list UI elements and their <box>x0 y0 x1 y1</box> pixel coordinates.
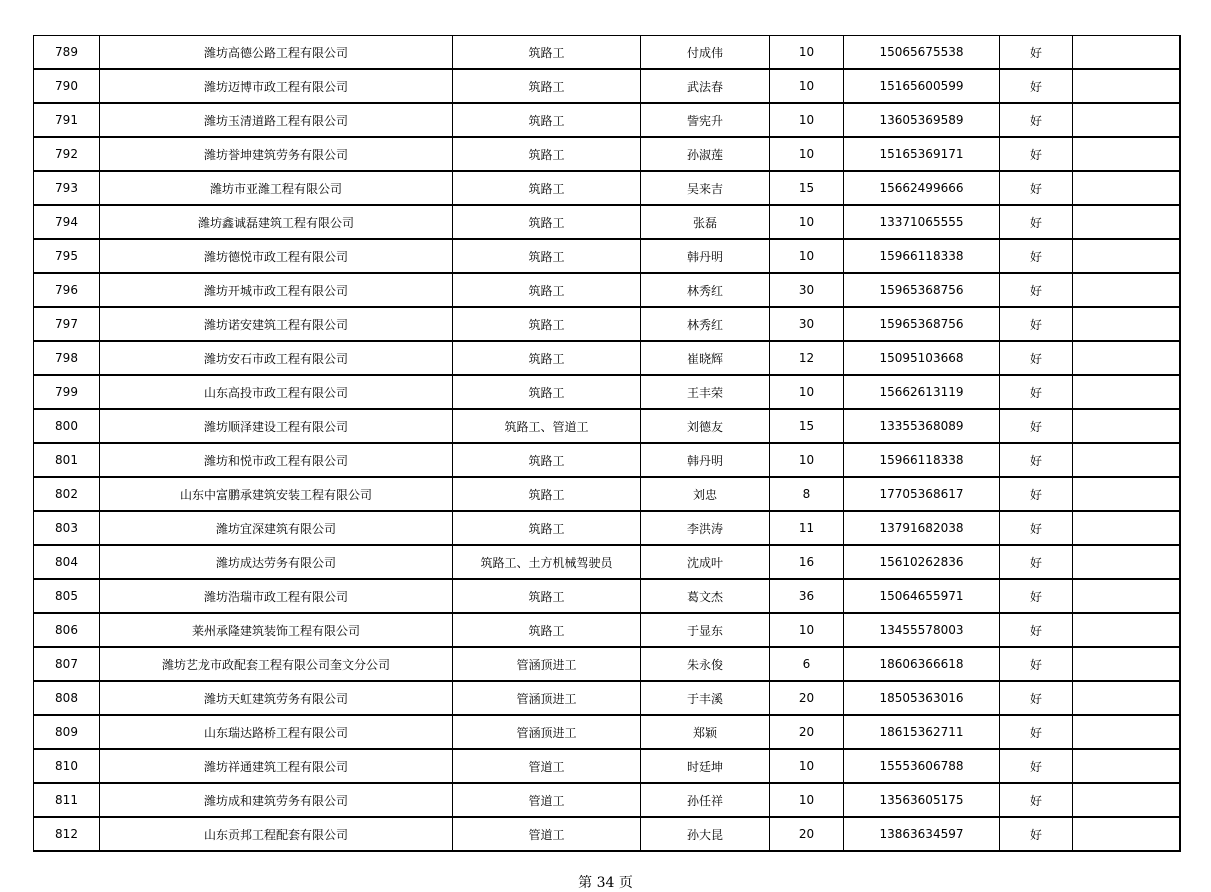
remarks-cell <box>1073 205 1180 239</box>
rating-cell: 好 <box>1000 273 1073 307</box>
company-name-cell: 山东贡邦工程配套有限公司 <box>100 817 453 851</box>
row-number-cell: 801 <box>34 443 100 477</box>
table-row <box>34 477 1180 511</box>
phone-number-cell: 15966118338 <box>844 239 1000 273</box>
row-number-cell: 808 <box>34 681 100 715</box>
table-row <box>34 579 1180 613</box>
company-name-cell: 潍坊祥通建筑工程有限公司 <box>100 749 453 783</box>
remarks-cell <box>1073 171 1180 205</box>
table-row <box>34 239 1180 273</box>
trade-type-cell: 筑路工、土方机械驾驶员 <box>453 545 641 579</box>
row-number-cell: 806 <box>34 613 100 647</box>
phone-number-cell: 18606366618 <box>844 647 1000 681</box>
worker-count-cell: 10 <box>770 783 844 817</box>
company-name-cell: 潍坊诺安建筑工程有限公司 <box>100 307 453 341</box>
contact-person-cell: 武法春 <box>641 69 770 103</box>
rating-cell: 好 <box>1000 239 1073 273</box>
worker-count-cell: 10 <box>770 36 844 70</box>
rating-cell: 好 <box>1000 36 1073 70</box>
remarks-cell <box>1073 409 1180 443</box>
rating-cell: 好 <box>1000 681 1073 715</box>
rating-cell: 好 <box>1000 205 1073 239</box>
trade-type-cell: 筑路工 <box>453 579 641 613</box>
remarks-cell <box>1073 36 1180 70</box>
trade-type-cell: 筑路工 <box>453 171 641 205</box>
worker-count-cell: 15 <box>770 409 844 443</box>
trade-type-cell: 管涵顶进工 <box>453 715 641 749</box>
worker-count-cell: 8 <box>770 477 844 511</box>
remarks-cell <box>1073 681 1180 715</box>
worker-count-cell: 16 <box>770 545 844 579</box>
phone-number-cell: 15966118338 <box>844 443 1000 477</box>
contact-person-cell: 李洪涛 <box>641 511 770 545</box>
row-number-cell: 798 <box>34 341 100 375</box>
row-number-cell: 804 <box>34 545 100 579</box>
remarks-cell <box>1073 477 1180 511</box>
phone-number-cell: 13863634597 <box>844 817 1000 851</box>
company-name-cell: 潍坊德悦市政工程有限公司 <box>100 239 453 273</box>
company-name-cell: 潍坊成达劳务有限公司 <box>100 545 453 579</box>
contact-person-cell: 孙淑莲 <box>641 137 770 171</box>
company-name-cell: 潍坊玉清道路工程有限公司 <box>100 103 453 137</box>
table-row <box>34 783 1180 817</box>
page-number: 第 34 页 <box>578 875 633 891</box>
rating-cell: 好 <box>1000 613 1073 647</box>
row-number-cell: 800 <box>34 409 100 443</box>
trade-type-cell: 筑路工、管道工 <box>453 409 641 443</box>
row-number-cell: 810 <box>34 749 100 783</box>
table-row <box>34 647 1180 681</box>
remarks-cell <box>1073 307 1180 341</box>
contact-person-cell: 吴来吉 <box>641 171 770 205</box>
company-name-cell: 潍坊天虹建筑劳务有限公司 <box>100 681 453 715</box>
remarks-cell <box>1073 511 1180 545</box>
contact-person-cell: 于显东 <box>641 613 770 647</box>
company-name-cell: 潍坊市亚潍工程有限公司 <box>100 171 453 205</box>
worker-count-cell: 20 <box>770 817 844 851</box>
worker-count-cell: 11 <box>770 511 844 545</box>
rating-cell: 好 <box>1000 375 1073 409</box>
company-name-cell: 山东瑞达路桥工程有限公司 <box>100 715 453 749</box>
company-name-cell: 潍坊浩瑞市政工程有限公司 <box>100 579 453 613</box>
phone-number-cell: 13371065555 <box>844 205 1000 239</box>
phone-number-cell: 13355368089 <box>844 409 1000 443</box>
company-name-cell: 潍坊顺泽建设工程有限公司 <box>100 409 453 443</box>
table-row <box>34 443 1180 477</box>
contact-person-cell: 訾宪升 <box>641 103 770 137</box>
table-row <box>34 205 1180 239</box>
remarks-cell <box>1073 749 1180 783</box>
rating-cell: 好 <box>1000 443 1073 477</box>
trade-type-cell: 筑路工 <box>453 205 641 239</box>
row-number-cell: 790 <box>34 69 100 103</box>
table-row <box>34 171 1180 205</box>
remarks-cell <box>1073 375 1180 409</box>
remarks-cell <box>1073 715 1180 749</box>
trade-type-cell: 筑路工 <box>453 137 641 171</box>
table-row <box>34 613 1180 647</box>
phone-number-cell: 15553606788 <box>844 749 1000 783</box>
contact-person-cell: 崔晓辉 <box>641 341 770 375</box>
rating-cell: 好 <box>1000 171 1073 205</box>
contact-person-cell: 张磊 <box>641 205 770 239</box>
rating-cell: 好 <box>1000 579 1073 613</box>
row-number-cell: 797 <box>34 307 100 341</box>
table-row <box>34 681 1180 715</box>
company-name-cell: 潍坊开城市政工程有限公司 <box>100 273 453 307</box>
trade-type-cell: 管道工 <box>453 817 641 851</box>
phone-number-cell: 13455578003 <box>844 613 1000 647</box>
table-row <box>34 375 1180 409</box>
phone-number-cell: 15965368756 <box>844 307 1000 341</box>
phone-number-cell: 15165600599 <box>844 69 1000 103</box>
row-number-cell: 803 <box>34 511 100 545</box>
remarks-cell <box>1073 817 1180 851</box>
remarks-cell <box>1073 443 1180 477</box>
contact-person-cell: 林秀红 <box>641 273 770 307</box>
phone-number-cell: 13791682038 <box>844 511 1000 545</box>
trade-type-cell: 筑路工 <box>453 273 641 307</box>
remarks-cell <box>1073 783 1180 817</box>
table-row <box>34 511 1180 545</box>
contact-person-cell: 孙任祥 <box>641 783 770 817</box>
row-number-cell: 802 <box>34 477 100 511</box>
company-name-cell: 潍坊鑫诚磊建筑工程有限公司 <box>100 205 453 239</box>
trade-type-cell: 筑路工 <box>453 477 641 511</box>
contact-person-cell: 林秀红 <box>641 307 770 341</box>
rating-cell: 好 <box>1000 749 1073 783</box>
worker-count-cell: 10 <box>770 613 844 647</box>
phone-number-cell: 15965368756 <box>844 273 1000 307</box>
trade-type-cell: 筑路工 <box>453 511 641 545</box>
worker-count-cell: 6 <box>770 647 844 681</box>
row-number-cell: 789 <box>34 36 100 70</box>
trade-type-cell: 筑路工 <box>453 443 641 477</box>
company-name-cell: 潍坊高德公路工程有限公司 <box>100 36 453 70</box>
worker-count-cell: 15 <box>770 171 844 205</box>
contact-person-cell: 沈成叶 <box>641 545 770 579</box>
rating-cell: 好 <box>1000 103 1073 137</box>
contact-person-cell: 付成伟 <box>641 36 770 70</box>
worker-count-cell: 36 <box>770 579 844 613</box>
phone-number-cell: 18505363016 <box>844 681 1000 715</box>
row-number-cell: 796 <box>34 273 100 307</box>
rating-cell: 好 <box>1000 715 1073 749</box>
row-number-cell: 809 <box>34 715 100 749</box>
company-name-cell: 山东中富鹏承建筑安装工程有限公司 <box>100 477 453 511</box>
company-name-cell: 潍坊迈博市政工程有限公司 <box>100 69 453 103</box>
phone-number-cell: 15662499666 <box>844 171 1000 205</box>
row-number-cell: 807 <box>34 647 100 681</box>
company-name-cell: 潍坊誉坤建筑劳务有限公司 <box>100 137 453 171</box>
remarks-cell <box>1073 545 1180 579</box>
phone-number-cell: 15610262836 <box>844 545 1000 579</box>
table-body <box>34 36 1180 852</box>
contact-person-cell: 时廷坤 <box>641 749 770 783</box>
phone-number-cell: 15662613119 <box>844 375 1000 409</box>
remarks-cell <box>1073 137 1180 171</box>
worker-count-cell: 30 <box>770 307 844 341</box>
row-number-cell: 805 <box>34 579 100 613</box>
company-name-cell: 莱州承隆建筑装饰工程有限公司 <box>100 613 453 647</box>
worker-count-cell: 10 <box>770 375 844 409</box>
row-number-cell: 794 <box>34 205 100 239</box>
contact-person-cell: 韩丹明 <box>641 239 770 273</box>
table-row <box>34 307 1180 341</box>
trade-type-cell: 筑路工 <box>453 613 641 647</box>
contact-person-cell: 韩丹明 <box>641 443 770 477</box>
row-number-cell: 792 <box>34 137 100 171</box>
company-name-cell: 潍坊艺龙市政配套工程有限公司奎文分公司 <box>100 647 453 681</box>
rating-cell: 好 <box>1000 341 1073 375</box>
company-name-cell: 潍坊和悦市政工程有限公司 <box>100 443 453 477</box>
phone-number-cell: 15064655971 <box>844 579 1000 613</box>
rating-cell: 好 <box>1000 817 1073 851</box>
row-number-cell: 791 <box>34 103 100 137</box>
phone-number-cell: 17705368617 <box>844 477 1000 511</box>
company-name-cell: 潍坊成和建筑劳务有限公司 <box>100 783 453 817</box>
contact-person-cell: 王丰荣 <box>641 375 770 409</box>
worker-count-cell: 30 <box>770 273 844 307</box>
trade-type-cell: 筑路工 <box>453 341 641 375</box>
table-row <box>34 341 1180 375</box>
trade-type-cell: 管道工 <box>453 749 641 783</box>
remarks-cell <box>1073 69 1180 103</box>
phone-number-cell: 15095103668 <box>844 341 1000 375</box>
rating-cell: 好 <box>1000 307 1073 341</box>
company-name-cell: 山东高投市政工程有限公司 <box>100 375 453 409</box>
trade-type-cell: 筑路工 <box>453 103 641 137</box>
table-row <box>34 273 1180 307</box>
row-number-cell: 811 <box>34 783 100 817</box>
company-name-cell: 潍坊宜深建筑有限公司 <box>100 511 453 545</box>
phone-number-cell: 13605369589 <box>844 103 1000 137</box>
row-number-cell: 799 <box>34 375 100 409</box>
worker-count-cell: 20 <box>770 681 844 715</box>
phone-number-cell: 13563605175 <box>844 783 1000 817</box>
worker-count-cell: 10 <box>770 69 844 103</box>
rating-cell: 好 <box>1000 137 1073 171</box>
trade-type-cell: 管涵顶进工 <box>453 647 641 681</box>
table-row <box>34 715 1180 749</box>
table-row <box>34 137 1180 171</box>
phone-number-cell: 18615362711 <box>844 715 1000 749</box>
trade-type-cell: 筑路工 <box>453 375 641 409</box>
rating-cell: 好 <box>1000 69 1073 103</box>
phone-number-cell: 15065675538 <box>844 36 1000 70</box>
table-row <box>34 817 1180 851</box>
contact-person-cell: 刘忠 <box>641 477 770 511</box>
table-row <box>34 69 1180 103</box>
trade-type-cell: 筑路工 <box>453 69 641 103</box>
worker-count-cell: 10 <box>770 443 844 477</box>
remarks-cell <box>1073 341 1180 375</box>
table-row <box>34 409 1180 443</box>
rating-cell: 好 <box>1000 477 1073 511</box>
phone-number-cell: 15165369171 <box>844 137 1000 171</box>
worker-count-cell: 10 <box>770 205 844 239</box>
contact-person-cell: 郑颖 <box>641 715 770 749</box>
trade-type-cell: 管涵顶进工 <box>453 681 641 715</box>
remarks-cell <box>1073 579 1180 613</box>
contact-person-cell: 葛文杰 <box>641 579 770 613</box>
rating-cell: 好 <box>1000 545 1073 579</box>
table-row <box>34 749 1180 783</box>
remarks-cell <box>1073 273 1180 307</box>
table-row <box>34 545 1180 579</box>
contact-person-cell: 孙大昆 <box>641 817 770 851</box>
worker-count-cell: 10 <box>770 239 844 273</box>
roster-table <box>33 35 1181 852</box>
contact-person-cell: 于丰溪 <box>641 681 770 715</box>
rating-cell: 好 <box>1000 511 1073 545</box>
worker-count-cell: 12 <box>770 341 844 375</box>
company-name-cell: 潍坊安石市政工程有限公司 <box>100 341 453 375</box>
row-number-cell: 795 <box>34 239 100 273</box>
worker-count-cell: 20 <box>770 715 844 749</box>
contact-person-cell: 朱永俊 <box>641 647 770 681</box>
rating-cell: 好 <box>1000 647 1073 681</box>
worker-count-cell: 10 <box>770 749 844 783</box>
remarks-cell <box>1073 239 1180 273</box>
remarks-cell <box>1073 103 1180 137</box>
trade-type-cell: 筑路工 <box>453 239 641 273</box>
remarks-cell <box>1073 647 1180 681</box>
rating-cell: 好 <box>1000 409 1073 443</box>
remarks-cell <box>1073 613 1180 647</box>
rating-cell: 好 <box>1000 783 1073 817</box>
row-number-cell: 793 <box>34 171 100 205</box>
row-number-cell: 812 <box>34 817 100 851</box>
contact-person-cell: 刘德友 <box>641 409 770 443</box>
trade-type-cell: 管道工 <box>453 783 641 817</box>
table-row <box>34 103 1180 137</box>
trade-type-cell: 筑路工 <box>453 36 641 70</box>
table-row <box>34 36 1180 70</box>
trade-type-cell: 筑路工 <box>453 307 641 341</box>
worker-count-cell: 10 <box>770 103 844 137</box>
worker-count-cell: 10 <box>770 137 844 171</box>
